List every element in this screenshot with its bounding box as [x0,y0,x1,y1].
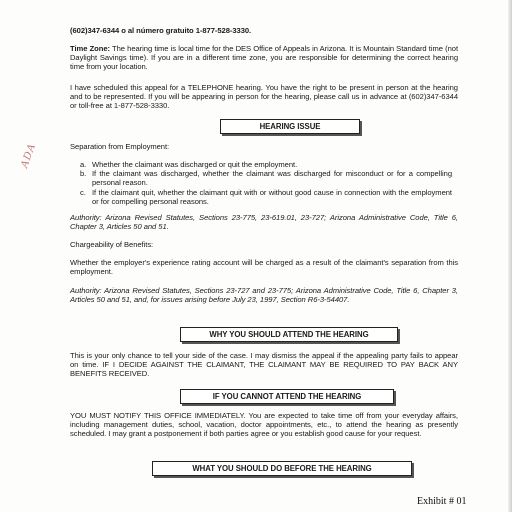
issue-letter: a. [80,160,87,169]
attend-text: This is your only chance to tell your side of the case. I may dismiss the appeal if the appealing party fails to appear on time. IF I DECIDE AGAINST THE CLAIMANT, THE CLAIMANT MAY BE REQUIRED TO PAY BACK ANY BENEFITS RECEIVED. [70,351,458,379]
issue-text: If the claimant was discharged, whether the claimant was discharged for misconduct or for a compelling personal reason. [92,169,452,188]
before-heading: WHAT YOU SHOULD DO BEFORE THE HEARING [152,461,412,476]
exhibit-label: Exhibit # 01 [417,496,467,507]
issue-item-b [80,169,452,187]
issue-letter: c. [80,187,86,197]
chargeability-text: Whether the employer's experience rating account will be charged as a result of the claimant's separation from this employment. [70,258,458,277]
phone-line: (602)347-6344 o al número gratuito 1-877-528-3330. [70,26,252,35]
authority-2: Authority: Arizona Revised Statutes, Sections 23-727 and 23-775; Arizona Administrative Code, Title 6, Chapter 3, Articles 50 and 51, and, for issues arising before July 23, 1997, Section R6-3-54407. [70,286,458,305]
timezone-label: Time Zone: [70,44,110,53]
chargeability-title: Chargeability of Benefits: [70,240,154,249]
issue-item-c [80,188,452,206]
hearing-issue-heading: HEARING ISSUE [220,119,360,134]
handwritten-annotation: ADA [19,141,39,170]
attend-heading: WHY YOU SHOULD ATTEND THE HEARING [180,327,398,342]
issue-list [80,160,452,206]
timezone-text: The hearing time is local time for the DES Office of Appeals in Arizona. It is Mountain Standard time (not Daylight Savings time). If you are in a different time zone, you are responsible for determining the correct hearing time from your location. [70,44,459,72]
authority-1: Authority: Arizona Revised Statutes, Sections 23-775, 23-619.01, 23-727; Arizona Administrative Code, Title 6, Chapter 3, Articles 50 and 51. [70,213,458,232]
issue-text: If the claimant quit, whether the claimant quit with or without good cause in connection with the employment or for compelling personal reasons. [92,187,452,206]
telephone-paragraph: I have scheduled this appeal for a TELEPHONE hearing. You have the right to be present in person at the hearing and to be represented. If you will be appearing in person for the hearing, please call us in advance at (602)347-6344 or toll-free at 1-877-528-3330. [70,83,458,111]
issue-text: Whether the claimant was discharged or quit the employment. [92,160,298,169]
cannot-attend-heading: IF YOU CANNOT ATTEND THE HEARING [180,389,394,404]
issue-item-a [80,160,452,169]
timezone-paragraph [70,44,458,72]
separation-title: Separation from Employment: [70,142,170,151]
scan-edge [508,0,512,512]
cannot-attend-text: YOU MUST NOTIFY THIS OFFICE IMMEDIATELY. You are expected to take time off from your everyday affairs, including management duties, school, vacation, doctor appointments, etc., to attend the hearing as presently scheduled. I may grant a postponement if both parties agree or you establish good cause for your request. [70,411,458,439]
issue-letter: b. [80,169,87,179]
